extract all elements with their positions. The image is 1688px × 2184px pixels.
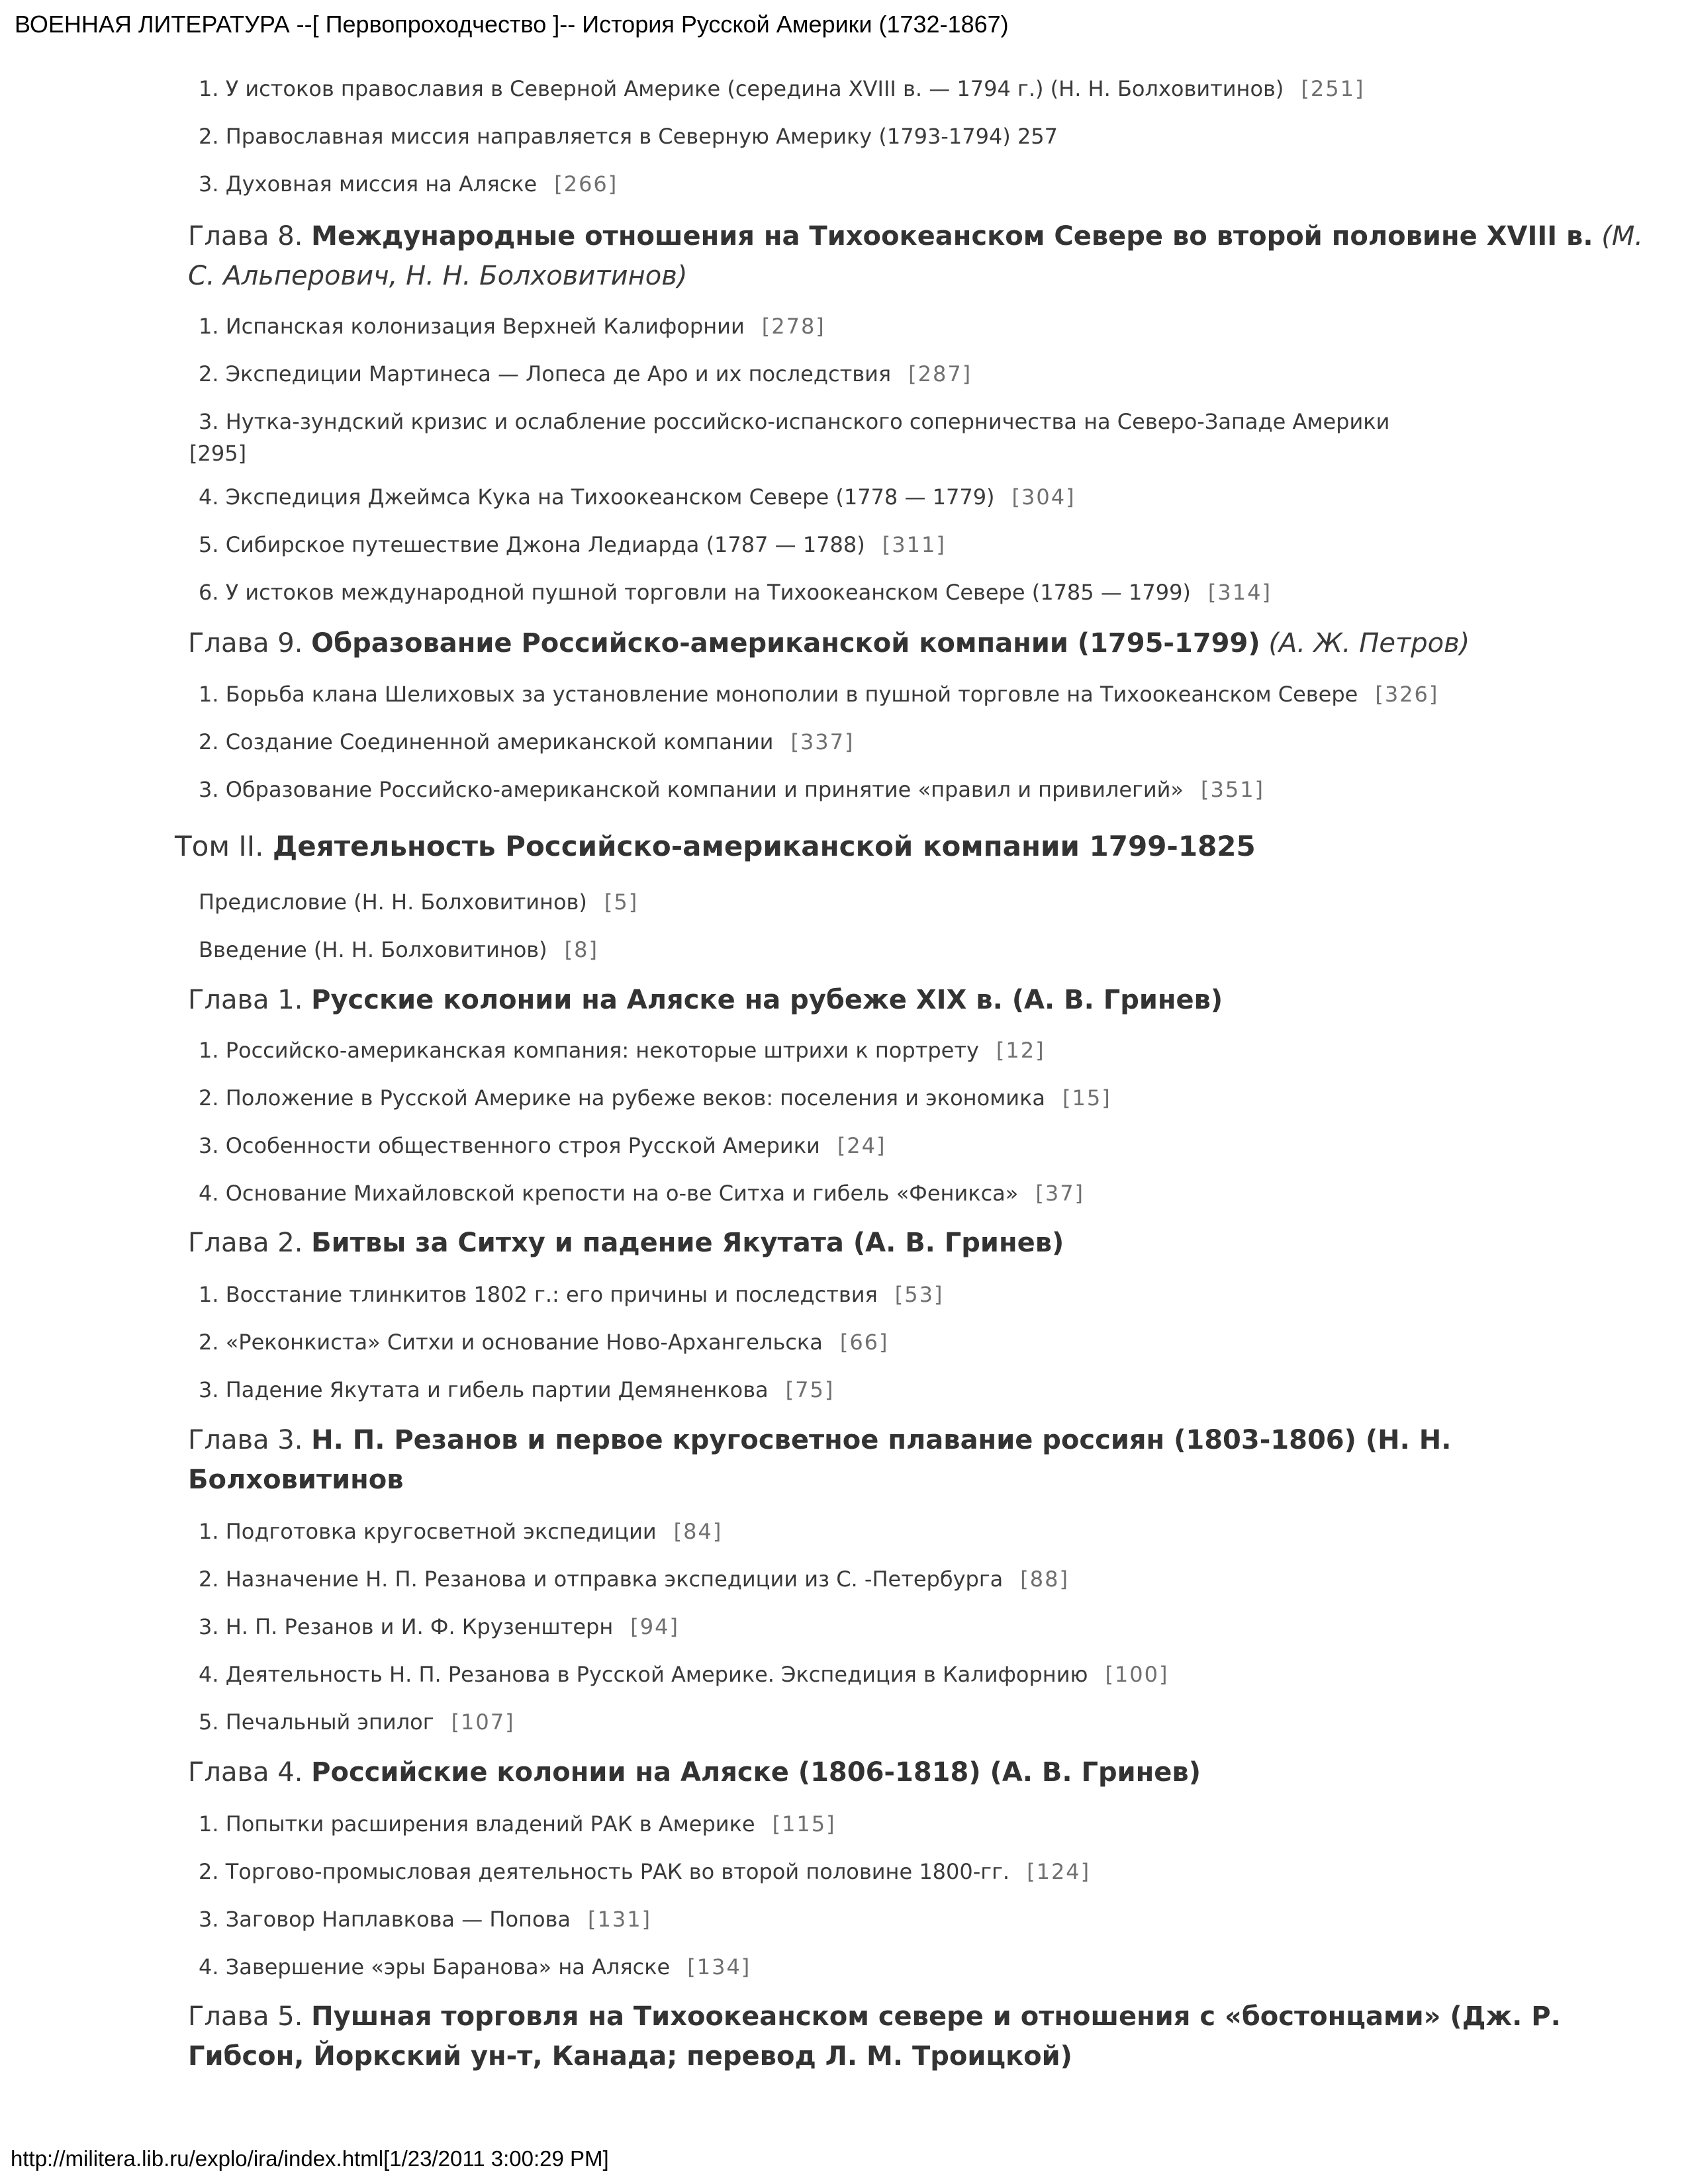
toc-entry-link[interactable]	[199, 124, 1058, 149]
chapter-heading	[188, 221, 1643, 251]
chapter-title: Русские колонии на Аляске на рубеже XIX в. (А. В. Гринев)	[311, 985, 1223, 1015]
page-number: [8]	[564, 937, 598, 962]
chapter-title: Н. П. Резанов и первое кругосветное плавание россиян (1803-1806) (Н. Н.	[311, 1425, 1452, 1455]
chapter-number: Глава 5.	[188, 2001, 303, 2032]
toc-entry-link[interactable]	[199, 1567, 1069, 1592]
chapter-heading	[188, 2001, 1561, 2032]
chapter-heading-continued	[188, 1465, 404, 1495]
page-number: [287]	[908, 361, 972, 387]
toc-entry-title: 2. «Реконкиста» Ситхи и основание Ново-Архангельска	[199, 1330, 823, 1355]
chapter-title: Образование Российско-американской компании (1795-1799)	[311, 628, 1260, 659]
page-number: [24]	[837, 1133, 886, 1158]
toc-entry-title: 2. Назначение Н. П. Резанова и отправка экспедиции из С. -Петербурга	[199, 1567, 1004, 1592]
toc-entry-title: Предисловие (Н. Н. Болховитинов)	[199, 889, 587, 915]
chapter-heading-continued	[188, 261, 687, 291]
page-number: [131]	[587, 1907, 652, 1932]
volume-heading	[175, 830, 1256, 862]
page-header: ВОЕННАЯ ЛИТЕРАТУРА --[ Первопроходчество ]-- История Русской Америки (1732-1867)	[15, 11, 1009, 38]
toc-entry-link[interactable]	[199, 1811, 836, 1837]
toc-entry-title: 3. Образование Российско-американской компании и принятие «правил и привилегий»	[199, 777, 1184, 802]
toc-entry-title: 3. Заговор Наплавкова — Попова	[199, 1907, 571, 1932]
page-number: [251]	[1301, 76, 1365, 101]
chapter-title: Болховитинов	[188, 1465, 404, 1495]
chapter-heading	[188, 1425, 1451, 1455]
toc-entry-title: 3. Духовная миссия на Аляске	[199, 171, 538, 197]
page-number: [75]	[785, 1377, 835, 1402]
page-number: [37]	[1035, 1181, 1085, 1206]
toc-entry-title: 1. Восстание тлинкитов 1802 г.: его причины и последствия	[199, 1282, 878, 1307]
page-number[interactable]: [295]	[189, 441, 247, 466]
chapter-number: Глава 3.	[188, 1425, 303, 1455]
page-number: [53]	[894, 1282, 944, 1307]
toc-entry-title: 4. Экспедиция Джеймса Кука на Тихоокеанском Севере (1778 — 1779)	[199, 484, 995, 510]
page-number: [5]	[604, 889, 639, 915]
toc-entry-link[interactable]	[199, 1038, 1045, 1063]
page-number: [107]	[451, 1709, 515, 1735]
page-number: [311]	[882, 532, 946, 557]
toc-entry-link[interactable]	[199, 1181, 1084, 1206]
chapter-title: Битвы за Ситху и падение Якутата (А. В. Гринев)	[311, 1228, 1064, 1258]
toc-entry-link[interactable]	[199, 682, 1438, 707]
toc-entry-link[interactable]	[199, 1954, 751, 1979]
toc-entry-link[interactable]	[199, 580, 1272, 605]
chapter-heading	[188, 985, 1223, 1015]
toc-entry-title: 5. Печальный эпилог	[199, 1709, 434, 1735]
toc-entry-title: Введение (Н. Н. Болховитинов)	[199, 937, 547, 962]
toc-entry-link[interactable]	[199, 1377, 834, 1402]
page-number: [337]	[790, 729, 855, 754]
chapter-number: Глава 2.	[188, 1228, 303, 1258]
chapter-heading	[188, 1757, 1201, 1788]
toc-entry-title: 2. Православная миссия направляется в Северную Америку (1793-1794) 257	[199, 124, 1058, 149]
toc-entry-title: 3. Падение Якутата и гибель партии Демяненкова	[199, 1377, 769, 1402]
toc-entry-title: 1. Испанская колонизация Верхней Калифорнии	[199, 314, 745, 339]
page-number: [88]	[1020, 1567, 1069, 1592]
chapter-authors: (А. Ж. Петров)	[1268, 628, 1470, 659]
chapter-title: Международные отношения на Тихоокеанском Севере во второй половине XVIII в.	[311, 221, 1593, 251]
toc-entry-title: 3. Нутка-зундский кризис и ослабление российско-испанского соперничества на Северо-Западе Америки	[199, 409, 1390, 434]
page-number: [84]	[673, 1519, 723, 1544]
toc-entry-title: 1. Борьба клана Шелиховых за установление монополии в пушной торговле на Тихоокеанском Севере	[199, 682, 1358, 707]
chapter-title: Российские колонии на Аляске (1806-1818) (А. В. Гринев)	[311, 1757, 1201, 1788]
page-number: [66]	[839, 1330, 889, 1355]
chapter-title: Гибсон, Йоркский ун-т, Канада; перевод Л. М. Троицкой)	[188, 2041, 1072, 2071]
page-number: [278]	[761, 314, 825, 339]
toc-entry-link[interactable]	[199, 1330, 889, 1355]
toc-entry-link[interactable]	[199, 171, 618, 197]
page-footer-url: http://militera.lib.ru/explo/ira/index.html[1/23/2011 3:00:29 PM]	[11, 2146, 609, 2171]
toc-entry-link[interactable]	[199, 777, 1264, 802]
chapter-heading	[188, 628, 1470, 659]
toc-entry-link[interactable]	[199, 1133, 886, 1158]
toc-entry-link[interactable]	[199, 937, 598, 962]
toc-entry-title: 6. У истоков международной пушной торговли на Тихоокеанском Севере (1785 — 1799)	[199, 580, 1191, 605]
volume-title: Деятельность Российско-американской компании 1799-1825	[272, 830, 1256, 862]
chapter-authors: С. Альперович, Н. Н. Болховитинов)	[188, 261, 688, 291]
toc-entry-link[interactable]	[199, 532, 946, 557]
chapter-number: Глава 1.	[188, 985, 303, 1015]
toc-entry-link[interactable]	[199, 1709, 515, 1735]
toc-entry-link[interactable]	[199, 1907, 651, 1932]
toc-entry-link[interactable]	[199, 889, 638, 915]
chapter-title: Пушная торговля на Тихоокеанском севере и отношения с «бостонцами» (Дж. Р.	[311, 2001, 1561, 2032]
toc-entry-title: 2. Создание Соединенной американской компании	[199, 729, 774, 754]
toc-entry-link[interactable]	[199, 1662, 1168, 1687]
toc-entry-link[interactable]	[199, 729, 855, 754]
toc-entry-title: 5. Сибирское путешествие Джона Ледиарда (1787 — 1788)	[199, 532, 865, 557]
page-number: [314]	[1207, 580, 1272, 605]
page-number: [15]	[1062, 1085, 1111, 1111]
volume-number: Том II.	[175, 830, 264, 862]
chapter-heading-continued	[188, 2041, 1072, 2071]
page-number: [266]	[554, 171, 618, 197]
toc-entry-title: 4. Основание Михайловской крепости на о-ве Ситха и гибель «Феникса»	[199, 1181, 1019, 1206]
page-number: [124]	[1027, 1859, 1091, 1884]
page-number: [304]	[1011, 484, 1076, 510]
chapter-number: Глава 8.	[188, 221, 303, 251]
page-number: [134]	[687, 1954, 751, 1979]
toc-entry-title: 4. Завершение «эры Баранова» на Аляске	[199, 1954, 671, 1979]
toc-entry-title: 1. У истоков православия в Северной Америке (середина XVIII в. — 1794 г.) (Н. Н. Болховитинов)	[199, 76, 1284, 101]
toc-entry-link[interactable]	[199, 484, 1076, 510]
page-number: [351]	[1200, 777, 1265, 802]
toc-entry-link[interactable]	[199, 1859, 1090, 1884]
chapter-number: Глава 4.	[188, 1757, 303, 1788]
toc-entry-link[interactable]	[199, 1614, 679, 1639]
page-number: [94]	[630, 1614, 679, 1639]
toc-entry-link[interactable]	[199, 409, 1389, 434]
toc-entry-title: 3. Н. П. Резанов и И. Ф. Крузенштерн	[199, 1614, 614, 1639]
page-number: [326]	[1375, 682, 1439, 707]
toc-entry-title: 2. Торгово-промысловая деятельность РАК во второй половине 1800-гг.	[199, 1859, 1010, 1884]
toc-entry-title: 1. Российско-американская компания: некоторые штрихи к портрету	[199, 1038, 979, 1063]
toc-entry-title: 1. Попытки расширения владений РАК в Америке	[199, 1811, 755, 1837]
chapter-heading	[188, 1228, 1064, 1258]
page-number: [115]	[772, 1811, 836, 1837]
toc-entry-title: 2. Экспедиции Мартинеса — Лопеса де Аро и их последствия	[199, 361, 892, 387]
page-number: [12]	[996, 1038, 1045, 1063]
toc-entry-title: 3. Особенности общественного строя Русской Америки	[199, 1133, 820, 1158]
toc-entry-link[interactable]	[199, 361, 972, 387]
toc-entry-link[interactable]	[199, 1519, 722, 1544]
toc-entry-link[interactable]	[199, 1085, 1111, 1111]
toc-entry-link[interactable]	[199, 76, 1364, 101]
toc-entry-title: 2. Положение в Русской Америке на рубеже веков: поселения и экономика	[199, 1085, 1046, 1111]
chapter-number: Глава 9.	[188, 628, 303, 659]
toc-entry-link[interactable]	[199, 314, 825, 339]
toc-entry-link[interactable]	[199, 1282, 943, 1307]
toc-entry-title: 1. Подготовка кругосветной экспедиции	[199, 1519, 657, 1544]
page-number: [100]	[1105, 1662, 1169, 1687]
toc-entry-title: 4. Деятельность Н. П. Резанова в Русской Америке. Экспедиция в Калифорнию	[199, 1662, 1088, 1687]
chapter-authors: (М.	[1601, 221, 1644, 251]
